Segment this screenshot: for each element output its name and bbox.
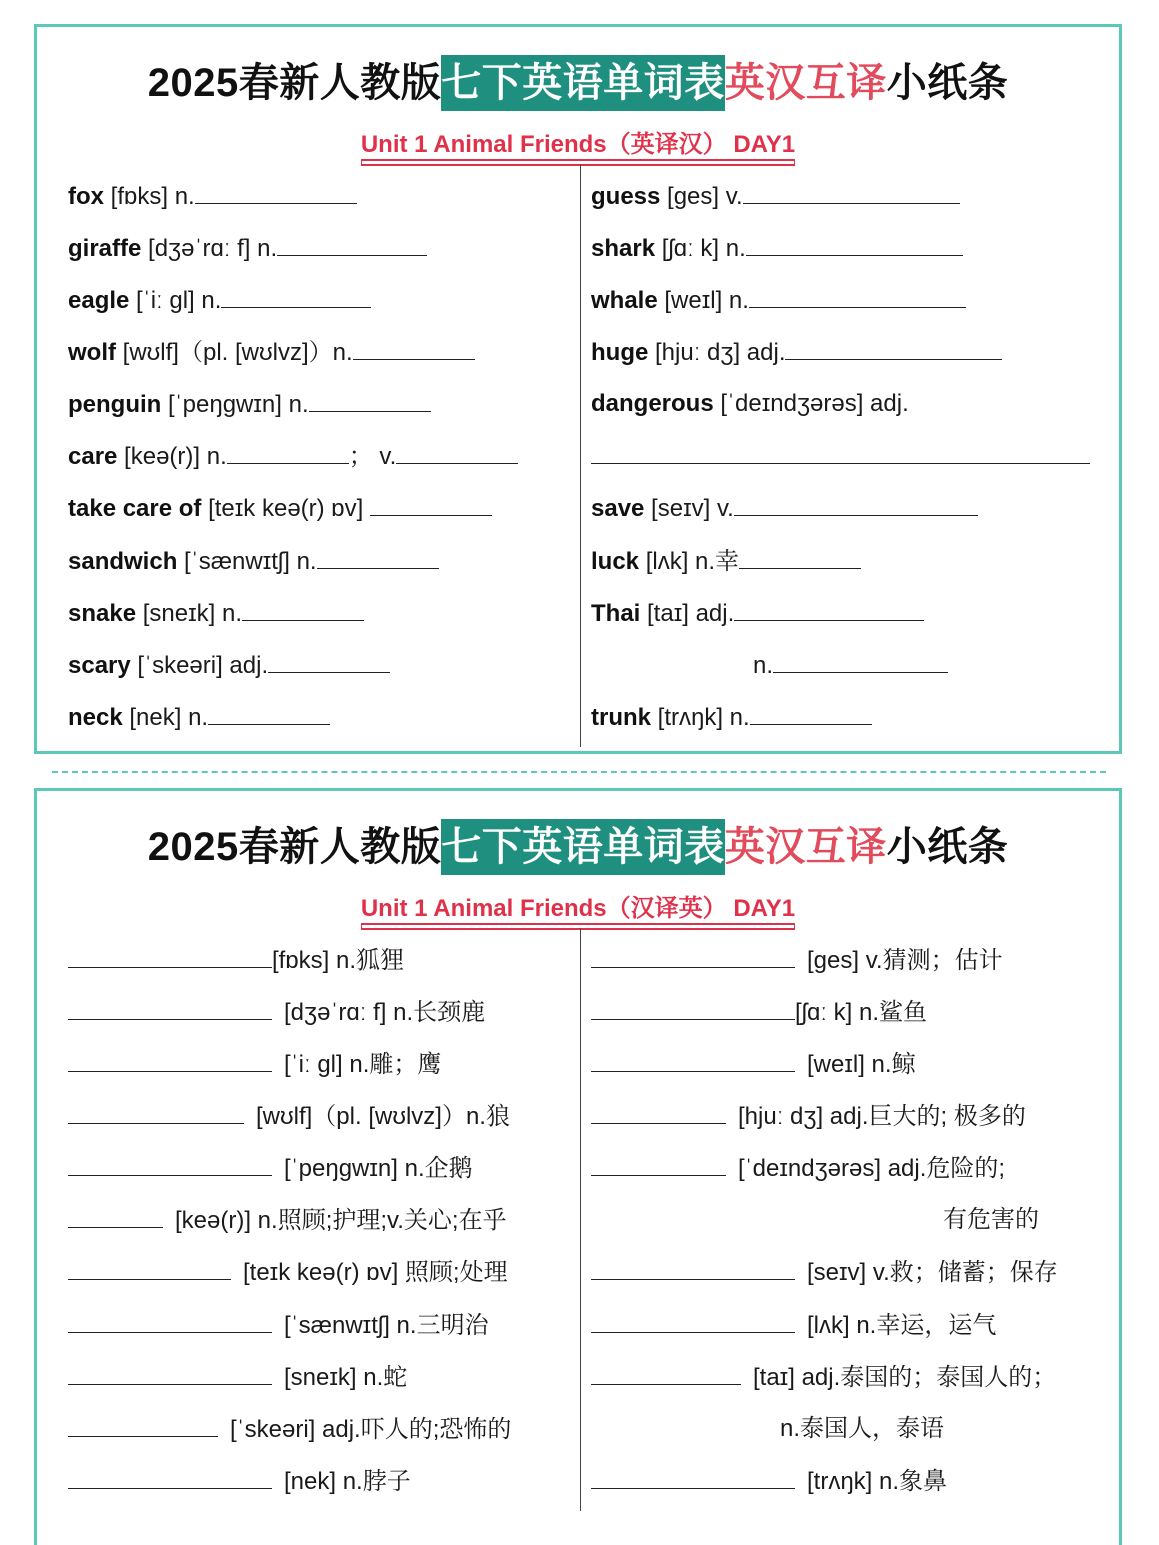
vocab-row: [teɪk keə(r) ɒv] 照顾;处理 bbox=[68, 1257, 508, 1288]
column-divider bbox=[580, 164, 581, 747]
vocab-row: dangerous [ˈdeɪndʒərəs] adj. bbox=[591, 390, 909, 417]
answer-blank[interactable] bbox=[68, 1205, 163, 1228]
vocab-row: [weɪl] n.鲸 bbox=[591, 1049, 916, 1080]
title-part3: 单词表 bbox=[603, 819, 725, 875]
vocab-row: [ˈsænwɪtʃ] n.三明治 bbox=[68, 1310, 489, 1341]
dashed-cut-line bbox=[52, 771, 1106, 773]
answer-blank[interactable] bbox=[195, 181, 357, 204]
vocab-row: n. bbox=[753, 650, 948, 681]
answer-blank[interactable] bbox=[734, 493, 978, 516]
answer-blank[interactable] bbox=[68, 1101, 244, 1124]
answer-blank[interactable] bbox=[68, 997, 272, 1020]
vocab-row: neck [nek] n. bbox=[68, 702, 330, 733]
answer-blank[interactable] bbox=[68, 1310, 272, 1333]
vocab-row: [fɒks] n.狐狸 bbox=[68, 945, 404, 976]
answer-blank[interactable] bbox=[750, 702, 872, 725]
vocab-row: take care of [teɪk keə(r) ɒv] bbox=[68, 493, 492, 524]
vocab-row: snake [sneɪk] n. bbox=[68, 598, 364, 629]
answer-blank[interactable] bbox=[743, 181, 960, 204]
answer-blank[interactable] bbox=[370, 493, 492, 516]
vocab-row: [sneɪk] n.蛇 bbox=[68, 1362, 407, 1393]
title-part2: 七下英语 bbox=[441, 55, 603, 111]
answer-blank[interactable] bbox=[277, 233, 427, 256]
answer-blank[interactable] bbox=[68, 1362, 272, 1385]
vocab-row: [wʊlf]（pl. [wʊlvz]）n.狼 bbox=[68, 1101, 510, 1132]
answer-blank[interactable] bbox=[749, 285, 966, 308]
page-title bbox=[37, 815, 1119, 872]
vocab-row: [ˈiː gl] n.雕；鹰 bbox=[68, 1049, 441, 1080]
vocab-row: eagle [ˈiː gl] n. bbox=[68, 285, 371, 316]
answer-blank[interactable] bbox=[396, 441, 518, 464]
answer-blank[interactable] bbox=[591, 997, 795, 1020]
page-title bbox=[37, 51, 1119, 108]
title-part3: 单词表 bbox=[603, 55, 725, 111]
card-chinese-to-english bbox=[34, 788, 1122, 1545]
vocab-row: [taɪ] adj.泰国的；泰国人的； bbox=[591, 1362, 1056, 1393]
subtitle: Unit 1 Animal Friends（汉译英） DAY1 bbox=[37, 888, 1119, 923]
vocab-row: luck [lʌk] n.幸 bbox=[591, 546, 861, 577]
vocab-row: [trʌŋk] n.象鼻 bbox=[591, 1466, 947, 1497]
answer-blank[interactable] bbox=[591, 945, 795, 968]
vocab-row: n.泰国人，泰语 bbox=[780, 1415, 945, 1442]
subtitle: Unit 1 Animal Friends（英译汉） DAY1 bbox=[37, 124, 1119, 159]
answer-blank[interactable] bbox=[68, 1466, 272, 1489]
title-part5: 小纸条 bbox=[886, 825, 1009, 869]
answer-blank[interactable] bbox=[317, 546, 439, 569]
vocab-row: [ˈdeɪndʒərəs] adj.危险的; bbox=[591, 1153, 1005, 1184]
vocab-row: penguin [ˈpeŋgwɪn] n. bbox=[68, 389, 431, 420]
vocab-row: fox [fɒks] n. bbox=[68, 181, 357, 212]
answer-blank[interactable] bbox=[734, 598, 924, 621]
title-part1: 2025春新人教版 bbox=[147, 825, 442, 869]
title-part5: 小纸条 bbox=[886, 61, 1009, 105]
answer-blank[interactable] bbox=[309, 389, 431, 412]
vocab-row: whale [weɪl] n. bbox=[591, 285, 966, 316]
answer-blank[interactable] bbox=[591, 441, 1090, 464]
answer-blank[interactable] bbox=[739, 546, 861, 569]
vocab-row: giraffe [dʒəˈrɑː f] n. bbox=[68, 233, 427, 264]
answer-blank[interactable] bbox=[591, 1466, 795, 1489]
vocab-row: sandwich [ˈsænwɪtʃ] n. bbox=[68, 546, 439, 577]
vocab-row: [hjuː dʒ] adj.巨大的; 极多的 bbox=[591, 1101, 1026, 1132]
answer-blank[interactable] bbox=[773, 650, 948, 673]
vocab-row: [ʃɑː k] n.鲨鱼 bbox=[591, 997, 927, 1028]
vocab-row: [ges] v.猜测；估计 bbox=[591, 945, 1003, 976]
vocab-row: 有危害的 bbox=[943, 1206, 1039, 1233]
title-part2: 七下英语 bbox=[441, 819, 603, 875]
answer-blank[interactable] bbox=[591, 1310, 795, 1333]
answer-blank[interactable] bbox=[746, 233, 963, 256]
answer-blank[interactable] bbox=[68, 1049, 272, 1072]
answer-blank[interactable] bbox=[242, 598, 364, 621]
vocab-row: [seɪv] v.救；储蓄；保存 bbox=[591, 1257, 1058, 1288]
vocab-row: [ˈskeəri] adj.吓人的;恐怖的 bbox=[68, 1414, 511, 1445]
answer-blank[interactable] bbox=[268, 650, 390, 673]
answer-blank[interactable] bbox=[591, 1153, 726, 1176]
vocab-row: [nek] n.脖子 bbox=[68, 1466, 411, 1497]
answer-blank[interactable] bbox=[591, 1101, 726, 1124]
title-part4: 英汉互译 bbox=[724, 825, 887, 869]
answer-blank[interactable] bbox=[591, 1362, 741, 1385]
vocab-row: [dʒəˈrɑː f] n.长颈鹿 bbox=[68, 997, 485, 1028]
vocab-row: wolf [wʊlf]（pl. [wʊlvz]）n. bbox=[68, 337, 475, 368]
vocab-row bbox=[591, 441, 1090, 472]
vocab-row: Thai [taɪ] adj. bbox=[591, 598, 924, 629]
vocab-row: scary [ˈskeəri] adj. bbox=[68, 650, 390, 681]
answer-blank[interactable] bbox=[227, 441, 349, 464]
answer-blank[interactable] bbox=[68, 1153, 272, 1176]
title-part4: 英汉互译 bbox=[724, 61, 887, 105]
vocab-row: trunk [trʌŋk] n. bbox=[591, 702, 872, 733]
answer-blank[interactable] bbox=[353, 337, 475, 360]
vocab-row: guess [ges] v. bbox=[591, 181, 960, 212]
vocab-row: [ˈpeŋgwɪn] n.企鹅 bbox=[68, 1153, 473, 1184]
card-english-to-chinese bbox=[34, 24, 1122, 754]
answer-blank[interactable] bbox=[68, 1414, 218, 1437]
answer-blank[interactable] bbox=[785, 337, 1002, 360]
answer-blank[interactable] bbox=[68, 945, 272, 968]
vocab-row: [lʌk] n.幸运，运气 bbox=[591, 1310, 996, 1341]
column-divider bbox=[580, 928, 581, 1511]
answer-blank[interactable] bbox=[208, 702, 330, 725]
title-part1: 2025春新人教版 bbox=[147, 61, 442, 105]
vocab-row: care [keə(r)] n. ； v. bbox=[68, 441, 518, 472]
vocab-row: [keə(r)] n.照顾;护理;v.关心;在乎 bbox=[68, 1205, 507, 1236]
answer-blank[interactable] bbox=[591, 1257, 795, 1280]
answer-blank[interactable] bbox=[68, 1257, 231, 1280]
answer-blank[interactable] bbox=[221, 285, 371, 308]
vocab-row: save [seɪv] v. bbox=[591, 493, 978, 524]
vocab-row: huge [hjuː dʒ] adj. bbox=[591, 337, 1002, 368]
answer-blank[interactable] bbox=[591, 1049, 795, 1072]
vocab-row: shark [ʃɑː k] n. bbox=[591, 233, 963, 264]
